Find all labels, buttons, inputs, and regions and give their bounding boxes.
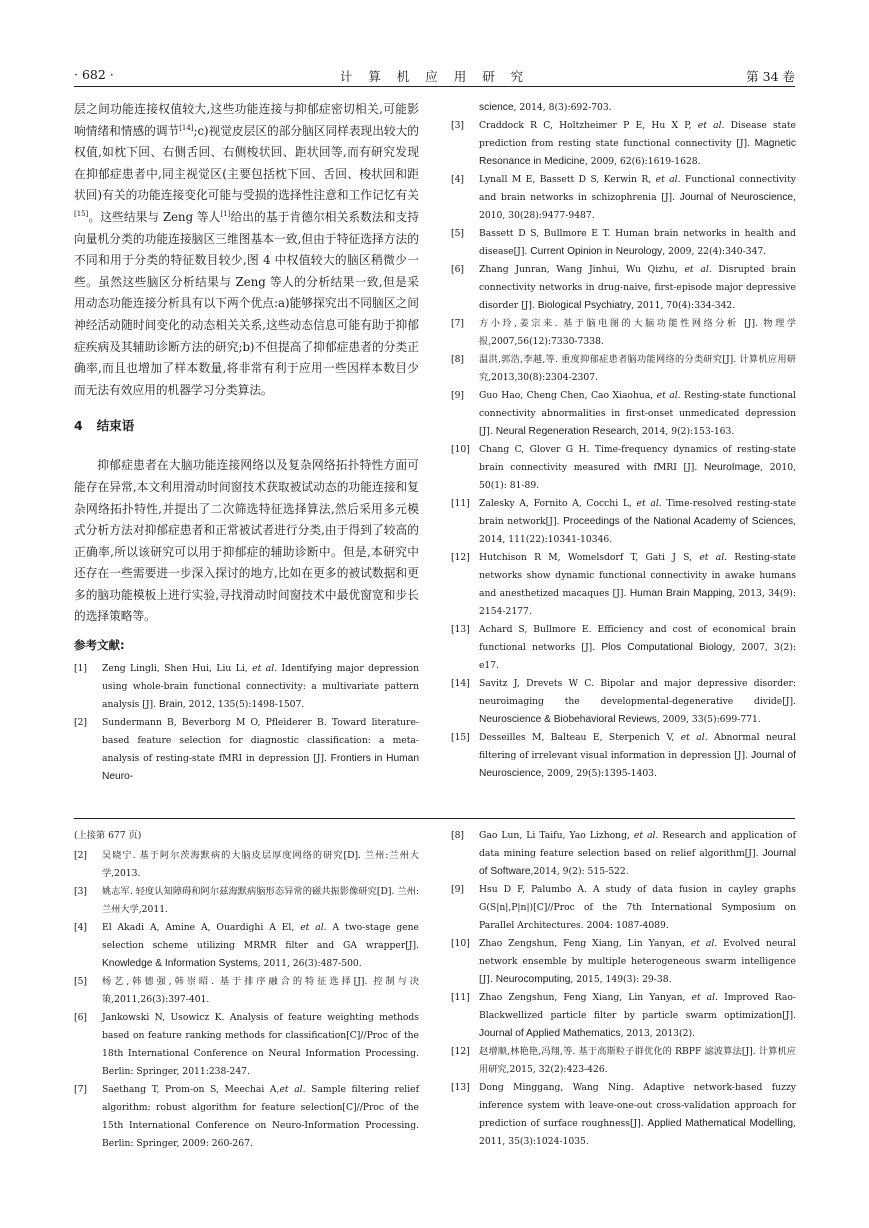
journal-name: Plos Computational Biology bbox=[601, 642, 733, 653]
reference-item bbox=[451, 351, 796, 387]
citation-marker: [1] bbox=[220, 210, 231, 219]
reference-item bbox=[451, 225, 796, 261]
reference-item bbox=[451, 1043, 796, 1079]
reference-item bbox=[451, 441, 796, 495]
reference-item bbox=[451, 495, 796, 549]
journal-name: Neurocomputing bbox=[495, 974, 571, 985]
reference-item bbox=[74, 714, 419, 786]
reference-number: [11] bbox=[451, 498, 470, 509]
reference-text: Savitz J, Drevets W C. Bipolar and major depressive disorder: neuroimaging the developmental-degenerative divide[J]. Neuroscience & Biobehavioral Reviews, 2009, 33(5):699-771. bbox=[479, 678, 796, 725]
reference-item bbox=[451, 171, 796, 225]
reference-number: [13] bbox=[451, 1082, 470, 1093]
journal-name: Journal of Neuroscience bbox=[479, 750, 796, 779]
journal-name: Proceedings of the National Academy of Sciences bbox=[563, 516, 794, 527]
reference-item bbox=[451, 935, 796, 989]
reference-text: Desseilles M, Balteau E, Sterpenich V, et al. Abnormal neural filtering of irrelevant visual information in depression [J]. Journal of Neuroscience, 2009, 29(5):1395-1403. bbox=[479, 732, 797, 779]
continued-note: (上接第 677 页) bbox=[74, 830, 142, 841]
journal-name: Biological Psychiatry bbox=[537, 300, 632, 311]
reference-list bbox=[74, 847, 419, 1153]
reference-text: 吴晓宁. 基于阿尔茨海默病的大脑皮层厚度网络的研究[D]. 兰州:兰州大学,2013. bbox=[102, 850, 419, 879]
reference-number: [1] bbox=[74, 663, 88, 675]
reference-text: Guo Hao, Cheng Chen, Cao Xiaohua, et al. Resting-state functional connectivity abnormalities in first-onset unmedicated depression [J]. Neural Regeneration Research, 2014, 9(2):153-163. bbox=[479, 390, 797, 437]
reference-item bbox=[451, 549, 796, 621]
reference-number: [10] bbox=[451, 938, 470, 949]
reference-text: Sundermann B, Beverborg M O, Pfleiderer B. Toward literature-based feature selection for diagnostic classification: a meta-analysis of resting-state fMRI in depression [J]. Frontiers in Human Neuro- bbox=[102, 717, 419, 783]
reference-number: [3] bbox=[451, 120, 465, 131]
reference-number: [7] bbox=[74, 1084, 88, 1095]
reference-item bbox=[451, 989, 796, 1043]
reference-text: Jankowski N, Usowicz K. Analysis of feature weighting methods based on feature ranking methods for classification[C]//Proc of the 18th International Conference on Neural Information Processing. Berlin: Springer, 2011:238-247. bbox=[102, 1012, 419, 1077]
reference-number: [3] bbox=[74, 886, 88, 897]
reference-list bbox=[74, 660, 419, 786]
reference-item bbox=[451, 387, 796, 441]
reference-list bbox=[451, 117, 796, 783]
bottom-right-column bbox=[451, 827, 796, 1151]
reference-text: Zhao Zengshun, Feng Xiang, Lin Yanyan, et al. Improved Rao-Blackwellized particle filter by particle swarm optimization[J]. Journal of Applied Mathematics, 2013, 2013(2). bbox=[479, 992, 796, 1039]
reference-number: [12] bbox=[451, 1046, 470, 1057]
reference-list bbox=[451, 827, 796, 1151]
reference-item bbox=[451, 261, 796, 315]
reference-item bbox=[74, 919, 419, 973]
reference-item bbox=[451, 315, 796, 351]
right-column bbox=[451, 99, 796, 783]
reference-text: Achard S, Bullmore E. Efficiency and cost of economical brain functional networks [J]. Plos Computational Biology, 2007, 3(2): e17. bbox=[479, 624, 796, 671]
reference-number: [14] bbox=[451, 678, 470, 689]
reference-item bbox=[74, 660, 419, 714]
left-column bbox=[74, 99, 419, 786]
reference-number: [2] bbox=[74, 850, 88, 861]
reference-number: [9] bbox=[451, 884, 465, 895]
running-header bbox=[74, 64, 795, 87]
reference-number: [5] bbox=[74, 976, 88, 987]
journal-name: Knowledge & Information Systems bbox=[102, 958, 258, 969]
journal-name: Neural Regeneration Research bbox=[495, 426, 637, 437]
reference-text: Zhao Zengshun, Feng Xiang, Lin Yanyan, et al. Evolved neural network ensemble by multiple heterogeneous swarm intelligence [J]. Neurocomputing, 2015, 149(3): 29-38. bbox=[479, 938, 796, 985]
reference-number: [8] bbox=[451, 354, 465, 365]
reference-item bbox=[451, 729, 796, 783]
reference-text: Hutchison R M, Womelsdorf T, Gati J S, et al. Resting-state networks show dynamic functional connectivity in awake humans and anesthetized macaques [J]. Human Brain Mapping, 2013, 34(9): 2154-2177. bbox=[479, 552, 796, 617]
reference-text: 温洪,郭浩,李越,等. 重度抑郁症患者脑功能网络的分类研究[J]. 计算机应用研究,2013,30(8):2304-2307. bbox=[479, 354, 796, 383]
reference-text: 姚志军. 轻度认知障碍和阿尔兹海默病脑形态异常的磁共振影像研究[D]. 兰州:兰州大学,2011. bbox=[102, 886, 419, 915]
reference-text: Saethang T, Prom-on S, Meechai A,et al. Sample filtering relief algorithm: robust algorithm for feature selection[C]//Proc of the 15th International Conference on Neuro-Information Processing. Berlin: Springer, 2009: 260-267. bbox=[102, 1084, 420, 1149]
reference-continuation: science, 2014, 8(3):692-703. bbox=[479, 102, 612, 113]
citation-marker: [15] bbox=[74, 210, 89, 219]
reference-text: Zalesky A, Fornito A, Cocchi L, et al. Time-resolved resting-state brain network[J]. Proceedings of the National Academy of Sciences, 2014, 111(22):10341-10346. bbox=[479, 498, 796, 545]
journal-name: Neuroscience & Biobehavioral Reviews bbox=[479, 714, 657, 725]
reference-item bbox=[74, 1009, 419, 1081]
reference-text: 赵增顺,林艳艳,冯翔,等. 基于高斯粒子群优化的 RBPF 滤波算法[J]. 计算机应用研究,2015, 32(2):423-426. bbox=[479, 1046, 796, 1075]
reference-text: Zeng Lingli, Shen Hui, Liu Li, et al. Identifying major depression using whole-brain functional connectivity: a multivariate pattern analysis [J]. Brain, 2012, 135(5):1498-1507. bbox=[102, 663, 419, 711]
reference-item bbox=[74, 883, 419, 919]
journal-name: Current Opinion in Neurology bbox=[530, 246, 663, 257]
reference-item bbox=[451, 1079, 796, 1151]
citation-marker: [14] bbox=[179, 123, 194, 132]
reference-text: 方小玲,姜宗来. 基于脑电图的大脑功能性网络分析 [J]. 物理学报,2007,56(12):7330-7338. bbox=[479, 318, 796, 347]
journal-name: Magnetic Resonance in Medicine bbox=[479, 138, 796, 167]
reference-number: [4] bbox=[74, 922, 88, 933]
journal-name: NeuroImage bbox=[704, 462, 761, 473]
reference-item bbox=[451, 621, 796, 675]
reference-number: [7] bbox=[451, 318, 465, 329]
reference-item bbox=[74, 1081, 419, 1153]
journal-name: Applied Mathematical Modelling bbox=[647, 1118, 794, 1129]
page-number: · 682 · bbox=[74, 67, 114, 82]
reference-number: [10] bbox=[451, 444, 470, 455]
section-divider bbox=[74, 818, 795, 819]
reference-item bbox=[74, 973, 419, 1009]
journal-name: Journal of Applied Mathematics bbox=[479, 1028, 621, 1039]
reference-item bbox=[451, 827, 796, 881]
volume-label: 第 34 卷 bbox=[746, 69, 795, 84]
reference-item bbox=[451, 881, 796, 935]
reference-number: [8] bbox=[451, 830, 465, 841]
reference-text: Gao Lun, Li Taifu, Yao Lizhong, et al. Research and application of data mining feature selection based on relief algorithm[J]. Journal of Software,2014, 9(2): 515-522. bbox=[479, 830, 796, 877]
reference-number: [11] bbox=[451, 992, 470, 1003]
reference-number: [4] bbox=[451, 174, 465, 185]
section-heading: 4 结束语 bbox=[74, 418, 135, 434]
bottom-left-column bbox=[74, 827, 419, 1153]
reference-number: [15] bbox=[451, 732, 470, 743]
journal-name: Frontiers in Human Neuro- bbox=[102, 753, 419, 783]
reference-text: El Akadi A, Amine A, Ouardighi A El, et al. A two-stage gene selection scheme utilizing MRMR filter and GA wrapper[J]. Knowledge & Information Systems, 2011, 26(3):487-500. bbox=[102, 922, 419, 969]
reference-text: Lynall M E, Bassett D S, Kerwin R, et al. Functional connectivity and brain networks in schizophrenia [J]. Journal of Neuroscience, 2010, 30(28):9477-9487. bbox=[479, 174, 797, 221]
reference-number: [5] bbox=[451, 228, 465, 239]
reference-item bbox=[74, 847, 419, 883]
body-paragraph: 层之间功能连接权值较大,这些功能连接与抑郁症密切相关,可能影响情绪和情感的调节[14];c)视觉皮层区的部分脑区同样表现出较大的权值,如枕下回、右侧舌回、右侧梭状回、距状回等,而有研究发现在抑郁症患者中,同主视觉区(主要包括枕下回、舌回、梭状回和距状回)有关的功能连接变化可能与受损的选择性注意和工作记忆有关[15]。这些结果与 Zeng 等人[1]给出的基于肯德尔相关系数法和支持向量机分类的功能连接脑区三维图基本一致,但由于特征选择方法的不同和用于分类的特征数目较少,图 4 中权值较大的脑区稍微少一些。虽然这些脑区分析结果与 Zeng 等人的分析结果一致,但是采用动态功能连接分析具有以下两个优点:a)能够探究出不同脑区之间神经活动随时间变化的动态相关关系,这些动态信息可能有助于抑郁症疾病及其辅助诊断方法的研究;b)不但提高了抑郁症患者的分类正确率,而且也增加了样本数量,将非常有利于应用一些因样本数目少而无法有效应用的机器学习分类算法。 bbox=[74, 102, 419, 397]
reference-text: Dong Minggang, Wang Ning. Adaptive network-based fuzzy inference system with leave-one-out cross-validation approach for prediction of surface roughness[J]. Applied Mathematical Modelling, 2011, 35(3):1024-1035. bbox=[479, 1082, 796, 1147]
reference-text: Craddock R C, Holtzheimer P E, Hu X P, et al. Disease state prediction from resting state functional connectivity [J]. Magnetic Resonance in Medicine, 2009, 62(6):1619-1628. bbox=[479, 120, 796, 167]
reference-text: Hsu D F, Palumbo A. A study of data fusion in cayley graphs G(S|n|,P|n|)[C]//Proc of the 7th International Symposium on Parallel Architectures. 2004: 1087-4089. bbox=[479, 884, 796, 931]
reference-number: [6] bbox=[451, 264, 465, 275]
reference-number: [6] bbox=[74, 1012, 88, 1023]
reference-item bbox=[451, 675, 796, 729]
journal-name: Journal of Neuroscience bbox=[679, 192, 794, 203]
reference-number: [2] bbox=[74, 717, 88, 729]
reference-text: Bassett D S, Bullmore E T. Human brain networks in health and disease[J]. Current Opinion in Neurology, 2009, 22(4):340-347. bbox=[479, 228, 796, 257]
reference-number: [13] bbox=[451, 624, 470, 635]
journal-name: Brain bbox=[158, 699, 183, 711]
reference-item bbox=[451, 117, 796, 171]
journal-name: Journal of Software bbox=[479, 848, 796, 877]
reference-number: [9] bbox=[451, 390, 465, 401]
reference-text: Chang C, Glover G H. Time-frequency dynamics of resting-state brain connectivity measured with fMRI [J]. NeuroImage, 2010, 50(1): 81-89. bbox=[479, 444, 796, 491]
journal-title: 计 算 机 应 用 研 究 bbox=[339, 69, 530, 84]
references-heading: 参考文献: bbox=[74, 638, 125, 653]
reference-number: [12] bbox=[451, 552, 470, 563]
journal-name: Human Brain Mapping bbox=[629, 588, 733, 599]
reference-text: Zhang Junran, Wang Jinhui, Wu Qizhu, et al. Disrupted brain connectivity networks in drug-naive, first-episode major depressive disorder [J]. Biological Psychiatry, 2011, 70(4):334-342. bbox=[479, 264, 796, 311]
reference-text: 杨艺,韩德强,韩崇昭. 基于排序融合的特征选择[J]. 控制与决策,2011,26(3):397-401. bbox=[102, 976, 419, 1005]
conclusion-paragraph: 抑郁症患者在大脑功能连接网络以及复杂网络拓扑特性方面可能存在异常,本文利用滑动时间窗技术获取被试动态的功能连接和复杂网络拓扑特性,并提出了二次筛选特征选择算法,然后采用多元模式分析方法对抑郁症患者和正常被试者进行分类,由于得到了较高的正确率,所以该研究可以用于抑郁症的辅助诊断中。但是,本研究中还存在一些需要进一步深入探讨的地方,比如在更多的被试数据和更多的脑功能模板上进行实验,寻找滑动时间窗技术中最优窗宽和步长的选择策略等。 bbox=[74, 458, 419, 624]
